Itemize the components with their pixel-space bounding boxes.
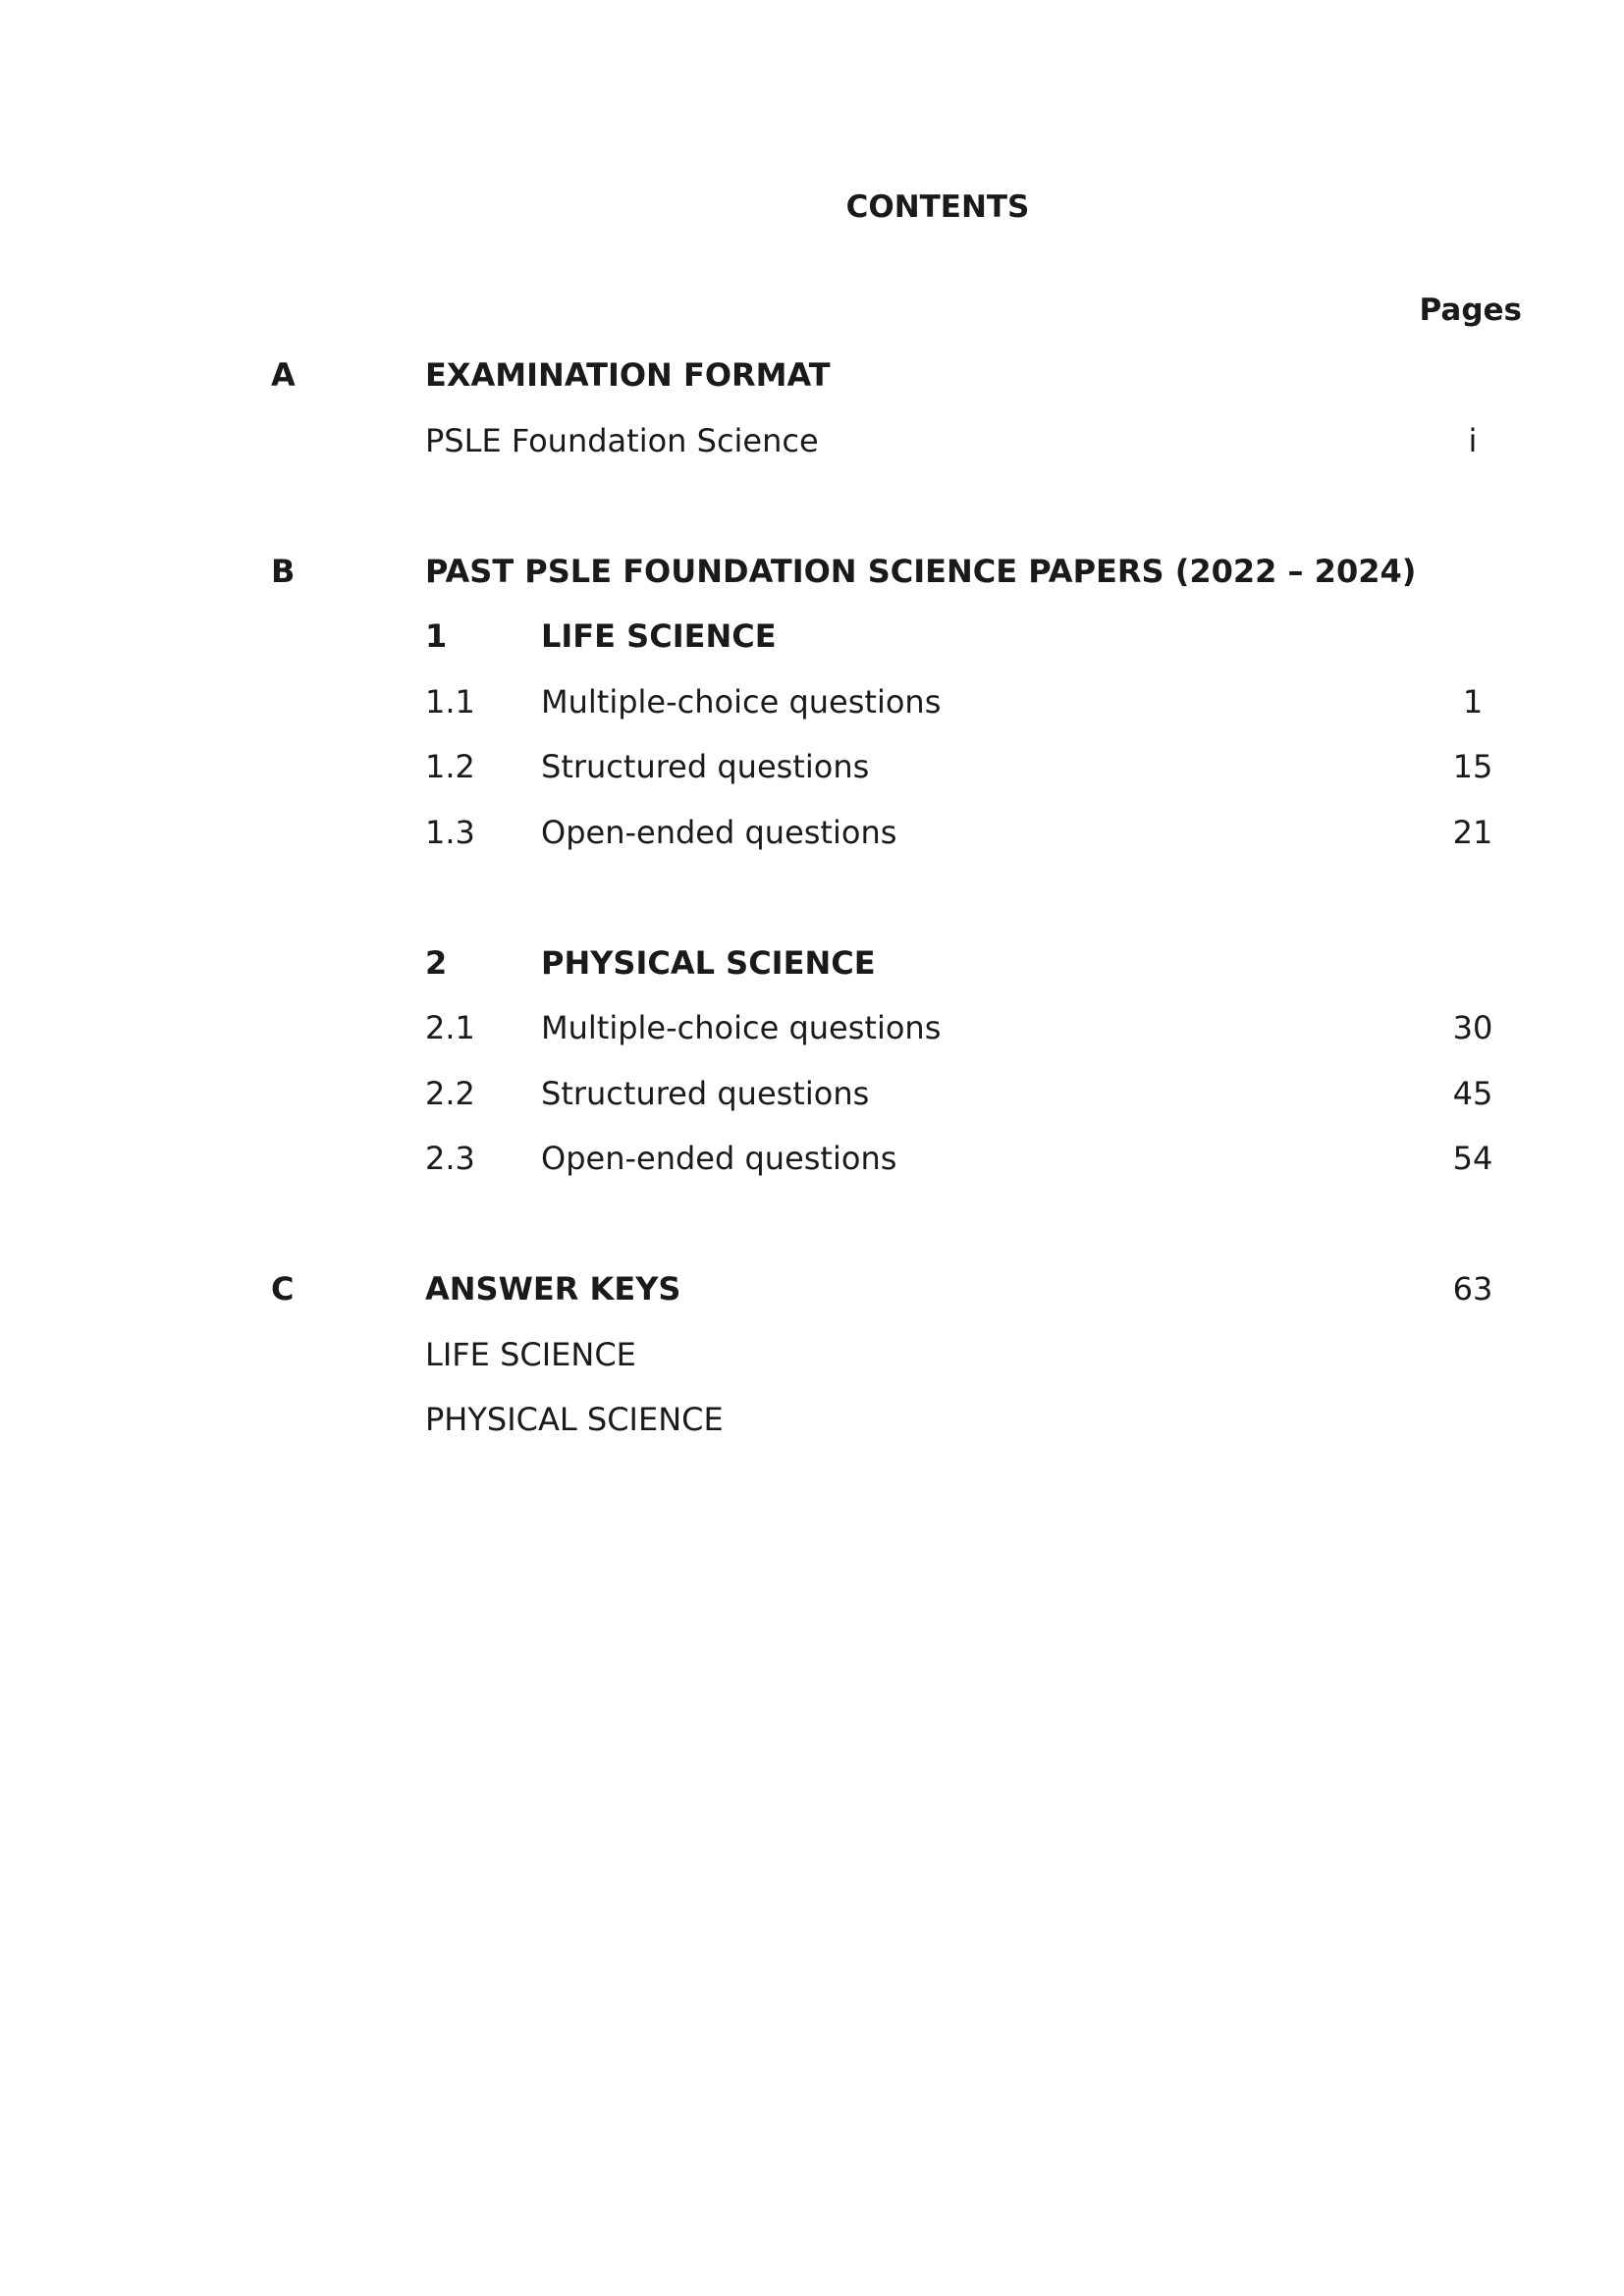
toc-page-number: 54 — [1452, 1140, 1493, 1177]
toc-item-text: Multiple-choice questions — [541, 1009, 942, 1046]
toc-item-number: 1.1 — [425, 683, 475, 721]
subsection-number-1: 1 — [425, 617, 448, 655]
toc-page-number: 21 — [1452, 814, 1493, 851]
toc-entry-psle-foundation-science: PSLE Foundation Science — [425, 422, 819, 459]
toc-item-text: Structured questions — [541, 748, 870, 785]
toc-page-number: 30 — [1452, 1009, 1493, 1046]
toc-page-number: 15 — [1452, 748, 1493, 785]
section-title-examination-format: EXAMINATION FORMAT — [425, 356, 831, 394]
toc-item-number: 2.2 — [425, 1075, 475, 1112]
section-letter-a: A — [271, 356, 296, 394]
subsection-title-life-science: LIFE SCIENCE — [541, 617, 777, 655]
toc-item-number: 2.3 — [425, 1140, 475, 1177]
toc-page-number: 45 — [1452, 1075, 1493, 1112]
pages-column-header: Pages — [1419, 293, 1522, 328]
subsection-number-2: 2 — [425, 944, 448, 982]
page-title: CONTENTS — [845, 189, 1030, 225]
toc-entry-life-science: LIFE SCIENCE — [425, 1336, 636, 1373]
toc-item-text: Open-ended questions — [541, 814, 897, 851]
toc-item-text: Multiple-choice questions — [541, 683, 942, 721]
toc-item-number: 2.1 — [425, 1009, 475, 1046]
section-letter-b: B — [271, 553, 296, 590]
toc-page-number: 1 — [1462, 683, 1484, 721]
section-letter-c: C — [271, 1270, 295, 1308]
section-title-past-papers: PAST PSLE FOUNDATION SCIENCE PAPERS (2022 – 2024) — [425, 553, 1417, 590]
toc-item-number: 1.2 — [425, 748, 475, 785]
subsection-title-physical-science: PHYSICAL SCIENCE — [541, 944, 876, 982]
toc-item-number: 1.3 — [425, 814, 475, 851]
toc-item-text: Open-ended questions — [541, 1140, 897, 1177]
toc-entry-physical-science: PHYSICAL SCIENCE — [425, 1401, 724, 1438]
section-title-answer-keys: ANSWER KEYS — [425, 1270, 681, 1308]
toc-item-text: Structured questions — [541, 1075, 870, 1112]
toc-page-number: i — [1468, 422, 1478, 459]
toc-page-number: 63 — [1452, 1270, 1493, 1308]
